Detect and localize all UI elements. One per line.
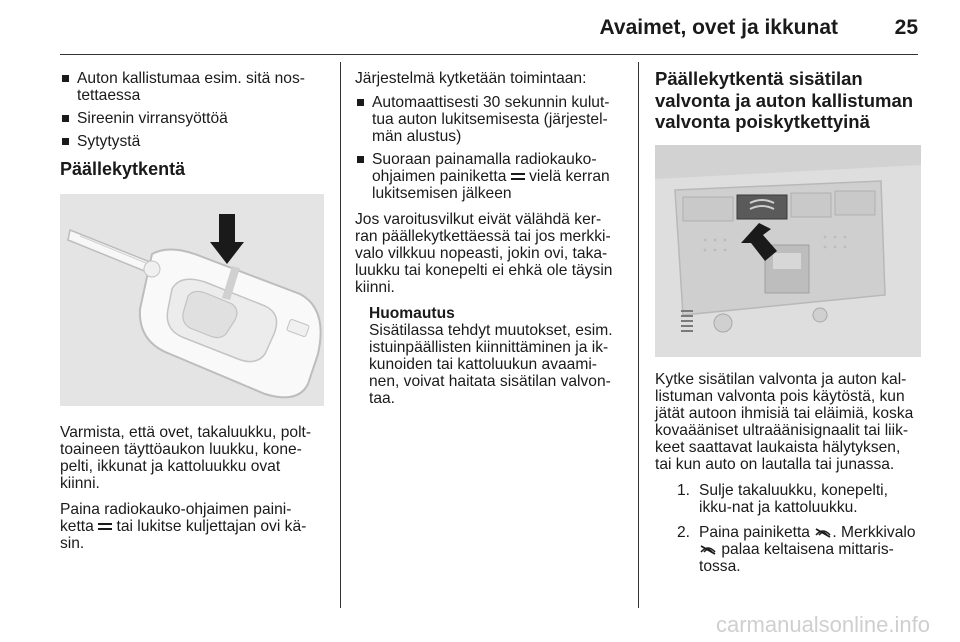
page-header	[60, 0, 918, 55]
section-heading: Päällekytkentä sisätilan valvonta ja auton kallistuman valvonta poiskytkettyinä	[655, 68, 914, 132]
note-box	[355, 305, 623, 407]
bullet-square-icon	[357, 156, 364, 163]
page-number: 25	[894, 16, 918, 39]
paragraph: Järjestelmä kytketään toimintaan:	[355, 70, 587, 87]
note-body: Sisätilassa tehdyt muutokset, esim. istuinpäällisten kiinnittäminen ja ik-kunoiden tai kattoluukun avaami-nen, voivat haitata sisätilan valvon-taa.	[369, 322, 613, 407]
list-item: Automaattisesti 30 sekunnin kulut-tua auton lukitsemisesta (järjestel-män alustus)	[355, 94, 623, 145]
column-1	[60, 70, 324, 561]
list-item: 1. Sulje takaluukku, konepelti, ikku-nat ja kattoluukku.	[677, 481, 888, 516]
page-title: Avaimet, ovet ja ikkunat	[599, 16, 838, 39]
bullet-list	[60, 70, 324, 150]
interior-monitoring-icon	[814, 526, 832, 538]
column-2	[355, 70, 623, 407]
lock-button-icon	[98, 522, 112, 532]
bullet-square-icon	[62, 75, 69, 82]
remote-key-illustration	[60, 194, 324, 406]
column-3	[655, 70, 921, 583]
paragraph: Paina radiokauko-ohjaimen paini-ketta tai lukitse kuljettajan ovi kä-sin.	[60, 501, 307, 552]
bullet-square-icon	[62, 115, 69, 122]
paragraph: Kytke sisätilan valvonta ja auton kal-listuman valvonta pois käytöstä, kun jätät autoon ihmisiä tai eläimiä, koska kovaääniset ultraäänisignaalit tai liik-keet saattavat laukaista hälytyksen, tai kun auto on lautalla tai junassa.	[655, 370, 914, 473]
list-item: Sytytystä	[60, 133, 324, 150]
watermark: carmanualsonline.info	[715, 612, 930, 637]
paragraph: Varmista, että ovet, takaluukku, polt-toaineen täyttöaukon luukku, kone-pelti, ikkunat ja kattoluukku ovat kiinni.	[60, 424, 312, 492]
bullet-square-icon	[357, 99, 364, 106]
note-title: Huomautus	[369, 305, 455, 322]
column-divider	[340, 62, 341, 608]
lock-button-icon	[511, 172, 525, 182]
list-item: Sireenin virransyöttöä	[60, 110, 324, 127]
list-item: Auton kallistumaa esim. sitä nos-tettaessa	[60, 70, 324, 104]
bullet-list	[355, 94, 623, 202]
numbered-list	[655, 482, 921, 575]
column-divider	[638, 62, 639, 608]
list-item: 2. Paina painiketta . Merkkivalo palaa keltaisena mittaris-tossa.	[677, 523, 916, 575]
section-heading: Päällekytkentä	[60, 159, 186, 179]
bullet-square-icon	[62, 138, 69, 145]
paragraph: Jos varoitusvilkut eivät välähdä ker-ran päällekytkettäessä tai jos merkki-valo vilkkuu nopeasti, jokin ovi, taka-luukku tai konepelti ei ehkä ole täysin kiinni.	[355, 211, 613, 296]
list-item: Suoraan painamalla radiokauko-ohjaimen painiketta vielä kerran lukitsemisen jälkeen	[355, 151, 623, 202]
overhead-console-illustration	[655, 145, 921, 357]
interior-monitoring-icon	[699, 543, 717, 555]
